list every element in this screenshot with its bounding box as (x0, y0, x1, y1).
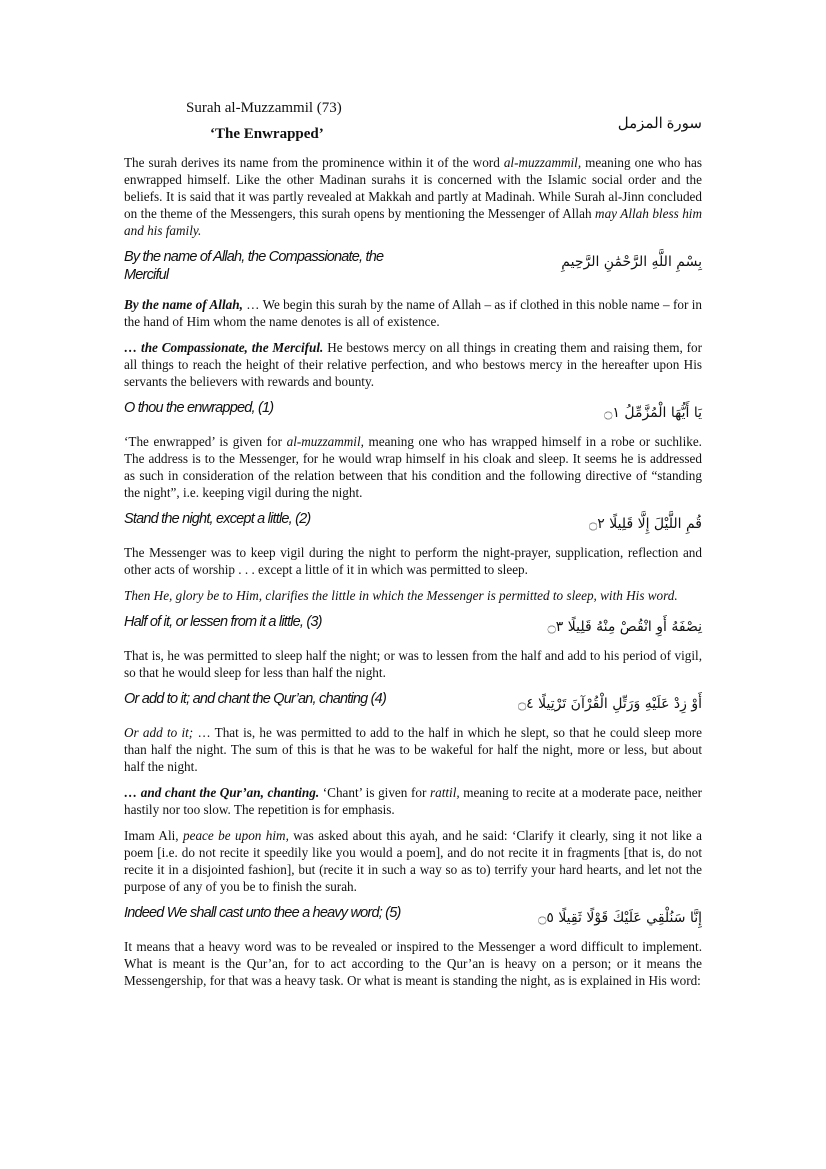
commentary-text-2: meaning one who has wrapped himself in a robe or suchlike. The address is to the Messenger, for he would wrap himself in his cloak and sleep. It seems he is addressed as such in consideration of the relation between that his condition and the following directive of “standing the night”, i.e. keeping vigil during the night. (124, 434, 702, 500)
commentary-paragraph (124, 784, 702, 818)
verse-arabic: يَا أَيُّهَا الْمُزَّمِّلُ ۝١ (604, 405, 702, 421)
intro-blessing: may Allah bless him and his family. (124, 206, 702, 238)
verse-2 (124, 510, 702, 532)
commentary-text: … We begin this surah by the name of Allah – as if clothed in this noble name – for in the hand of Him whom the name denotes is all of existence. (124, 297, 702, 329)
verse-5 (124, 904, 702, 926)
commentary-text-2: was asked about this ayah, and he said: ‘Clarify it clearly, sing it not like a poem [i.e. do not recite it speedily like you would a poem], and do not recite it in fragments [that is, do not recite it in a disjointed fashion], but (recite it in such a way so as to) terrify your hard hearts, and let not the purpose of any of you be to finish the surah. (124, 828, 703, 894)
commentary-text: He bestows mercy on all things in creating them and raising them, for all things to reach the height of their relative perfection, and who bestows mercy in the hereafter upon His servants the believers with rewards and bounty. (124, 340, 702, 389)
commentary-lemma: … the Compassionate, the Merciful. (124, 340, 324, 355)
commentary-paragraph: It means that a heavy word was to be revealed or inspired to the Messenger a word difficult to implement. What is meant is the Qur’an, for to act according to the Qur’an is heavy on a person; or it means the Messengership, for that was a heavy task. Or what is meant is standing the night, as is explained in His word: (124, 939, 702, 988)
intro-paragraph (124, 154, 702, 239)
document-page (124, 96, 702, 998)
commentary-text: … That is, he was permitted to add to the half in which he slept, so that he could sleep more than half the night. The sum of this is that he was to be wakeful for half the night, more or less, but about half the night. (124, 725, 702, 774)
verse-translation: Indeed We shall cast unto thee a heavy word; (5) (124, 905, 401, 921)
commentary-lemma: Or add to it; (124, 725, 194, 740)
commentary-paragraph: The Messenger was to keep vigil during the night to perform the night-prayer, supplication, reflection and other acts of worship . . . except a little of it in which was permitted to sleep. (124, 545, 702, 577)
intro-text-2: meaning one who has enwrapped himself. Like the other Madinan surahs it is concerned with the Islamic social order and the beliefs. It is said that it was partly revealed at Makkah and partly at Madinah. While Surah al-Jinn concluded on the theme of the Messengers, this surah opens by mentioning the Messenger of Allah (124, 155, 702, 221)
commentary-paragraph: That is, he was permitted to sleep half the night; or was to lessen from the half and add to his period of vigil, so that he would sleep for less than half the night. (124, 648, 702, 680)
commentary-text: Imam Ali, (124, 828, 183, 843)
commentary-text-2: meaning to recite at a moderate pace, neither hastily nor too slow. The repetition is for emphasis. (124, 785, 702, 817)
intro-term: al-muzzammil, (503, 155, 582, 170)
verse-arabic: قُمِ اللَّيْلَ إِلَّا قَلِيلًا ۝٢ (589, 516, 702, 532)
verse-translation: Stand the night, except a little, (2) (124, 511, 311, 527)
commentary-paragraph (124, 433, 702, 501)
verse-translation: O thou the enwrapped, (1) (124, 400, 274, 416)
surah-subtitle: ‘The Enwrapped’ (210, 126, 324, 142)
commentary-term: rattil, (429, 785, 460, 800)
commentary-honorific: peace be upon him, (183, 828, 289, 843)
verse-arabic: نِصْفَهُ أَوِ انْقُصْ مِنْهُ قَلِيلًا ۝٣ (547, 619, 702, 635)
intro-text: The surah derives its name from the prominence within it of the word (124, 155, 504, 170)
verse-4 (124, 690, 702, 712)
commentary-lemma: By the name of Allah, (124, 297, 243, 312)
commentary-text: ‘Chant’ is given for (319, 785, 430, 800)
verse-bismillah (124, 248, 702, 284)
commentary-term: al-muzzammil, (286, 434, 364, 449)
surah-title: Surah al-Muzzammil (73) (186, 100, 342, 116)
commentary-paragraph (124, 827, 702, 895)
commentary-paragraph-italic: Then He, glory be to Him, clarifies the little in which the Messenger is permitted to sleep, with His word. (124, 588, 678, 603)
verse-1 (124, 399, 702, 421)
commentary-paragraph (124, 296, 702, 330)
commentary-lemma: … and chant the Qur’an, chanting. (124, 785, 320, 800)
verse-arabic: أَوْ زِدْ عَلَيْهِ وَرَتِّلِ الْقُرْآنَ تَرْتِيلًا ۝٤ (517, 696, 702, 712)
arabic-surah-title: سورة المزمل (617, 116, 702, 132)
commentary-paragraph (124, 339, 702, 390)
surah-header (124, 96, 702, 154)
verse-arabic: إِنَّا سَنُلْقِي عَلَيْكَ قَوْلًا ثَقِيلًا ۝٥ (538, 910, 702, 926)
commentary-paragraph (124, 724, 702, 775)
verse-translation: Half of it, or lessen from it a little, (3) (124, 614, 322, 630)
verse-translation: By the name of Allah, the Compassionate, the Merciful (124, 249, 384, 283)
verse-3 (124, 613, 702, 635)
verse-translation: Or add to it; and chant the Qur’an, chanting (4) (124, 691, 386, 707)
verse-arabic: بِسْمِ اللَّهِ الرَّحْمَٰنِ الرَّحِيمِ (561, 254, 702, 270)
commentary-text: ‘The enwrapped’ is given for (124, 434, 287, 449)
